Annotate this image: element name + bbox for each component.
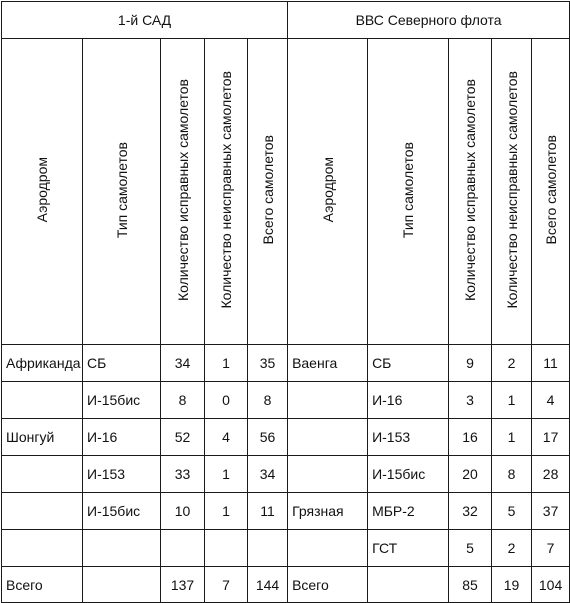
left-serviceable-cell: 52 (161, 419, 205, 456)
left-type-cell: И-15бис (83, 382, 161, 419)
table-row (2, 530, 570, 567)
right-total-type-empty (368, 567, 449, 603)
right-unserviceable-cell: 5 (492, 493, 532, 530)
right-type-cell: И-15бис (368, 456, 449, 493)
left-serviceable-cell (161, 530, 205, 567)
group-left-title: 1-й САД (2, 2, 288, 39)
right-unserviceable-cell: 2 (492, 345, 532, 382)
left-airfield-cell (2, 382, 83, 419)
left-serviceable-cell: 33 (161, 456, 205, 493)
right-serviceable-cell: 32 (449, 493, 492, 530)
right-serviceable-cell: 5 (449, 530, 492, 567)
right-serviceable-cell: 3 (449, 382, 492, 419)
left-airfield-cell (2, 530, 83, 567)
group-header-row (2, 2, 570, 39)
right-unserviceable-cell: 2 (492, 530, 532, 567)
right-type-cell: И-16 (368, 382, 449, 419)
right-airfield-cell: Грязная (288, 493, 368, 530)
left-col-total: Всего самолетов (248, 39, 288, 345)
left-col-type: Тип самолетов (83, 39, 161, 345)
left-total-cell: 8 (248, 382, 288, 419)
right-total-unserviceable: 19 (492, 567, 532, 603)
left-col-serviceable: Количество исправных самолетов (161, 39, 205, 345)
right-col-serviceable: Количество исправных самолетов (449, 39, 492, 345)
left-airfield-cell (2, 493, 83, 530)
left-serviceable-cell: 10 (161, 493, 205, 530)
left-unserviceable-cell (205, 530, 248, 567)
right-type-cell: ГСТ (368, 530, 449, 567)
right-airfield-cell (288, 530, 368, 567)
table-row (2, 493, 570, 530)
table-row (2, 345, 570, 382)
right-total-cell: 4 (532, 382, 570, 419)
table-row (2, 419, 570, 456)
right-serviceable-cell: 9 (449, 345, 492, 382)
left-type-cell: СБ (83, 345, 161, 382)
table-row (2, 456, 570, 493)
right-total-serviceable: 85 (449, 567, 492, 603)
right-total-cell: 17 (532, 419, 570, 456)
left-type-cell: И-16 (83, 419, 161, 456)
left-type-cell: И-15бис (83, 493, 161, 530)
right-unserviceable-cell: 1 (492, 382, 532, 419)
right-total-label: Всего (288, 567, 368, 603)
left-serviceable-cell: 8 (161, 382, 205, 419)
left-col-unserviceable: Количество неисправных самолетов (205, 39, 248, 345)
right-total-cell: 37 (532, 493, 570, 530)
right-col-type: Тип самолетов (368, 39, 449, 345)
totals-row (2, 567, 570, 603)
left-airfield-cell (2, 456, 83, 493)
right-col-airfield: Аэродром (288, 39, 368, 345)
right-type-cell: И-153 (368, 419, 449, 456)
left-total-label: Всего (2, 567, 83, 603)
right-total-cell: 28 (532, 456, 570, 493)
left-total-type-empty (83, 567, 161, 603)
left-total-cell: 34 (248, 456, 288, 493)
left-airfield-cell: Африканда (2, 345, 83, 382)
right-col-total: Всего самолетов (532, 39, 570, 345)
right-serviceable-cell: 20 (449, 456, 492, 493)
left-total-cell: 56 (248, 419, 288, 456)
left-total-serviceable: 137 (161, 567, 205, 603)
left-unserviceable-cell: 1 (205, 493, 248, 530)
right-type-cell: СБ (368, 345, 449, 382)
right-airfield-cell (288, 419, 368, 456)
left-serviceable-cell: 34 (161, 345, 205, 382)
left-unserviceable-cell: 1 (205, 456, 248, 493)
left-total-cell (248, 530, 288, 567)
right-airfield-cell (288, 456, 368, 493)
right-type-cell: МБР-2 (368, 493, 449, 530)
left-total-cell: 35 (248, 345, 288, 382)
group-right-title: ВВС Северного флота (288, 2, 570, 39)
left-total-total: 144 (248, 567, 288, 603)
right-total-cell: 7 (532, 530, 570, 567)
left-total-unserviceable: 7 (205, 567, 248, 603)
left-total-cell: 11 (248, 493, 288, 530)
right-unserviceable-cell: 8 (492, 456, 532, 493)
left-type-cell: И-153 (83, 456, 161, 493)
left-type-cell (83, 530, 161, 567)
right-unserviceable-cell: 1 (492, 419, 532, 456)
left-col-airfield: Аэродром (2, 39, 83, 345)
right-airfield-cell: Ваенга (288, 345, 368, 382)
right-serviceable-cell: 16 (449, 419, 492, 456)
left-unserviceable-cell: 0 (205, 382, 248, 419)
right-total-total: 104 (532, 567, 570, 603)
left-airfield-cell: Шонгуй (2, 419, 83, 456)
left-unserviceable-cell: 1 (205, 345, 248, 382)
right-col-unserviceable: Количество неисправных самолетов (492, 39, 532, 345)
table-row (2, 382, 570, 419)
column-header-row (2, 39, 570, 345)
left-unserviceable-cell: 4 (205, 419, 248, 456)
aircraft-table (1, 1, 570, 603)
right-airfield-cell (288, 382, 368, 419)
right-total-cell: 11 (532, 345, 570, 382)
